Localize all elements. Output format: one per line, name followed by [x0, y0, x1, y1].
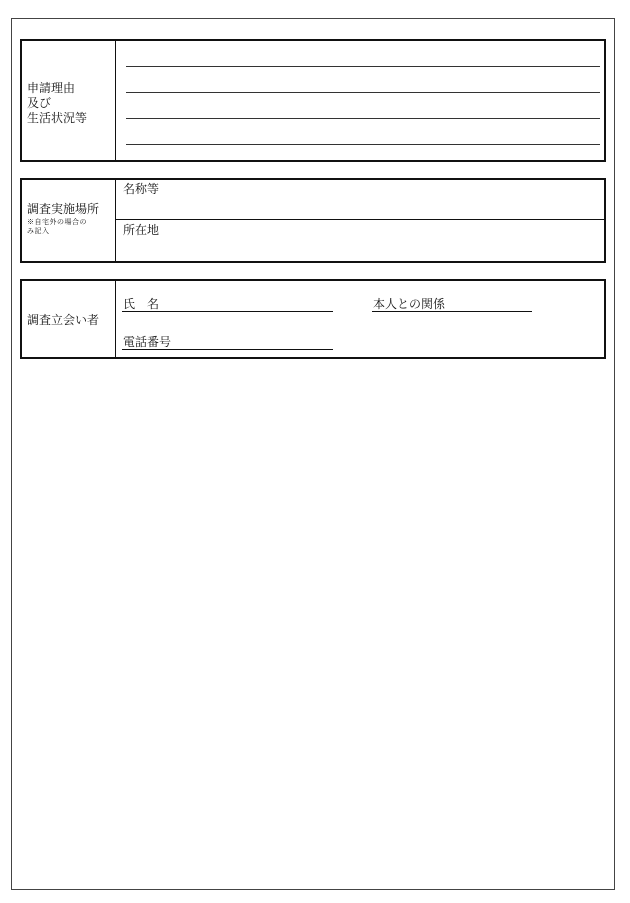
witness-section — [20, 279, 606, 359]
witness-phone-field[interactable] — [122, 349, 333, 350]
location-address-label: 所在地 — [123, 223, 160, 237]
reason-section — [20, 39, 606, 162]
witness-relation-field[interactable] — [372, 311, 532, 312]
location-name-label: 名称等 — [123, 182, 160, 196]
location-divider — [115, 219, 606, 220]
location-label-cell — [22, 180, 116, 261]
form-page — [11, 18, 615, 890]
location-section — [20, 178, 606, 263]
reason-label-line3: 生活状況等 — [27, 111, 88, 125]
location-label: 調査実施場所 — [27, 202, 100, 216]
witness-phone-label: 電話番号 — [123, 335, 172, 349]
witness-name-field[interactable] — [122, 311, 333, 312]
witness-label: 調査立会い者 — [27, 313, 100, 327]
reason-label-cell — [22, 41, 116, 160]
witness-label-cell — [22, 281, 116, 357]
reason-line-4[interactable] — [126, 144, 600, 145]
reason-label-line2: 及び — [27, 96, 52, 110]
location-note-line2: み記入 — [27, 227, 50, 235]
location-name-field[interactable] — [192, 182, 602, 216]
witness-relation-label: 本人との関係 — [373, 297, 446, 311]
reason-line-2[interactable] — [126, 92, 600, 93]
location-address-field[interactable] — [192, 223, 602, 259]
reason-line-1[interactable] — [126, 66, 600, 67]
reason-label-line1: 申請理由 — [27, 81, 76, 95]
location-note-line1: ※自宅外の場合の — [27, 218, 87, 226]
reason-line-3[interactable] — [126, 118, 600, 119]
witness-name-label: 氏 名 — [123, 297, 160, 311]
